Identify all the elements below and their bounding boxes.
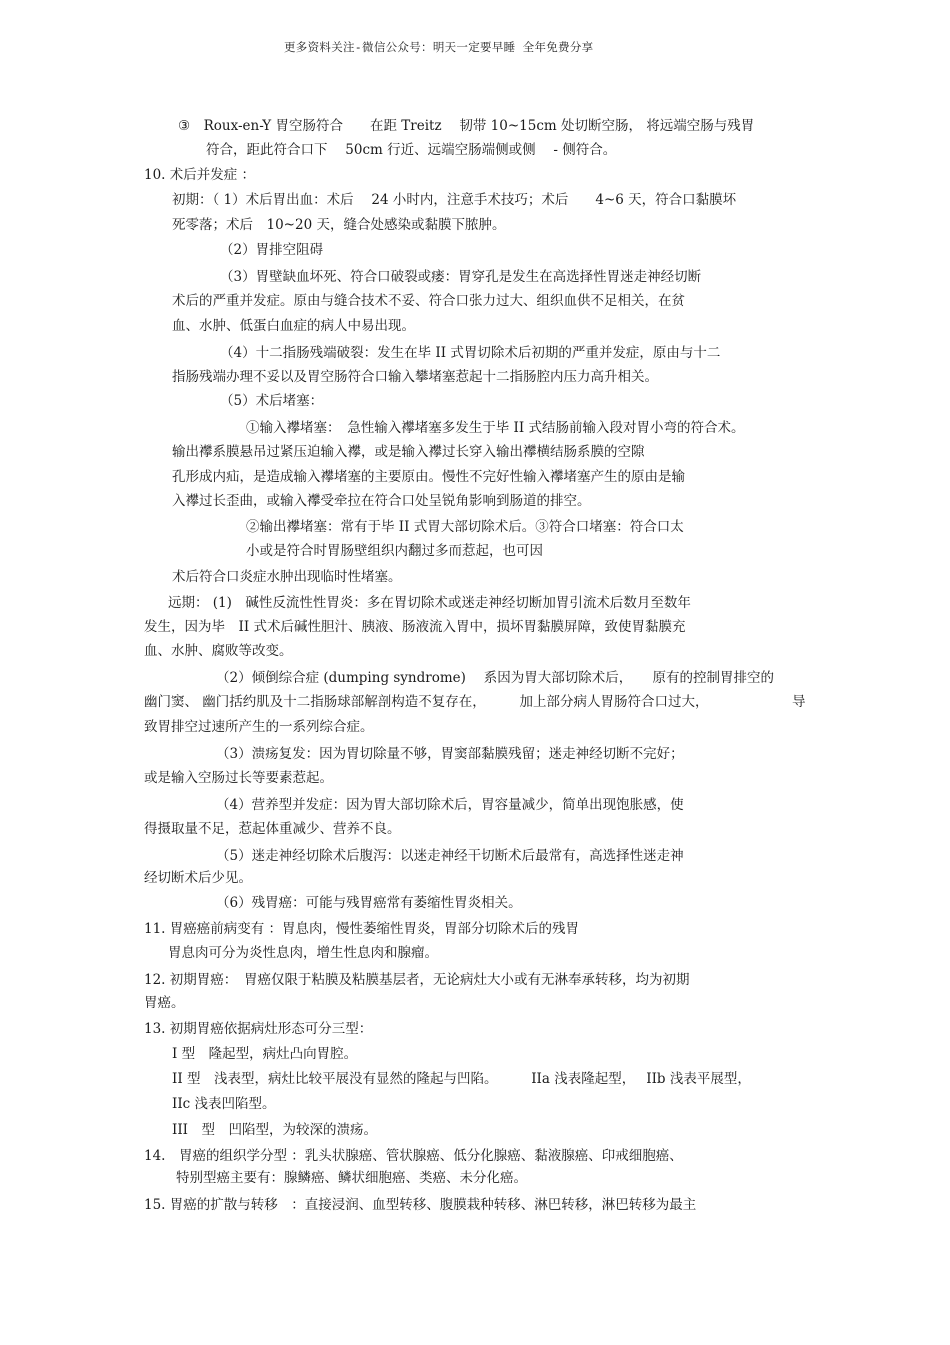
text-line: 致胃排空过速所产生的一系列综合症。 (144, 719, 374, 735)
text-line: ②输出襻堵塞：常有于毕 II 式胃大部切除术后。③符合口堵塞：符合口太 (246, 519, 684, 535)
text-line: 或是输入空肠过长等要素惹起。 (144, 770, 333, 786)
text-line: （4）十二指肠残端破裂：发生在毕 II 式胃切除术后初期的严重并发症，原由与十二 (220, 345, 721, 361)
text-line: 初期：（ 1）术后胃出血：术后 24 小时内，注意手术技巧；术后 4~6 天，符合口黏膜坏 (172, 192, 737, 208)
text-line: 小或是符合时胃肠壁组织内翻过多而惹起，也可因 (246, 543, 543, 559)
text-line: 导 (792, 694, 806, 710)
text-line: 符合，距此符合口下 50cm 行近、远端空肠端侧或侧 - 侧符合。 (206, 142, 617, 158)
text-line: 指肠残端办理不妥以及胃空肠符合口输入攀堵塞惹起十二指肠腔内压力高升相关。 (172, 369, 658, 385)
section-heading: 14. 胃癌的组织学分型 ：乳头状腺癌、管状腺癌、低分化腺癌、黏液腺癌、印戒细胞癌、 (144, 1148, 683, 1164)
text-line: III 型 凹陷型，为较深的溃疡。 (172, 1122, 377, 1138)
header-banner: 更多资料关注-微信公众号：明天一定要早睡 全年免费分享 (284, 40, 594, 54)
text-line: （2）倾倒综合症 (dumping syndrome) 系因为胃大部切除术后， 原有的控制胃排空的 (216, 670, 774, 686)
text-line: （4）营养型并发症：因为胃大部切除术后，胃容量减少，简单出现饱胀感，使 (216, 797, 684, 813)
text-line: 孔形成内疝，是造成输入襻堵塞的主要原由。慢性不完好性输入襻堵塞产生的原由是输 (172, 469, 685, 485)
text-line: 入襻过长歪曲，或输入襻受牵拉在符合口处呈锐角影响到肠道的排空。 (172, 493, 591, 509)
text-line: 得摄取量不足，惹起体重减少、营养不良。 (144, 821, 401, 837)
text-line: ③ Roux-en-Y 胃空肠符合 在距 Treitz 韧带 10~15cm 处切断空肠， 将远端空肠与残胃 (178, 118, 755, 134)
text-line: II 型 浅表型，病灶比较平展没有显然的隆起与凹陷。 IIa 浅表隆起型， IIb 浅表平展型， (172, 1071, 751, 1087)
text-line: ①输入襻堵塞： 急性输入襻堵塞多发生于毕 II 式结肠前输入段对胃小弯的符合术。 (246, 420, 745, 436)
text-line: （3）胃壁缺血坏死、符合口破裂或瘘：胃穿孔是发生在高选择性胃迷走神经切断 (220, 269, 702, 285)
text-line: （3）溃疡复发：因为胃切除量不够，胃窦部黏膜残留；迷走神经切断不完好； (216, 746, 684, 762)
text-line: 经切断术后少见。 (144, 870, 252, 886)
text-line: 术后的严重并发症。原由与缝合技术不妥、符合口张力过大、组织血供不足相关，在贫 (172, 293, 685, 309)
text-line: 血、水肿、腐败等改变。 (144, 643, 293, 659)
text-line: 死零落；术后 10~20 天，缝合处感染或黏膜下脓肿。 (172, 217, 506, 233)
text-line: I 型 隆起型，病灶凸向胃腔。 (172, 1046, 358, 1062)
text-line: （5）术后堵塞： (220, 393, 324, 409)
text-line: 血、水肿、低蛋白血症的病人中易出现。 (172, 318, 415, 334)
text-line: 胃癌。 (144, 995, 185, 1011)
text-line: 特别型癌主要有：腺鳞癌、鳞状细胞癌、类癌、未分化癌。 (176, 1170, 527, 1186)
text-line: 术后符合口炎症水肿出现临时性堵塞。 (172, 569, 402, 585)
text-line: （5）迷走神经切除术后腹泻：以迷走神经干切断术后最常有，高选择性迷走神 (216, 848, 684, 864)
text-line: 远期： (1) 碱性反流性性胃炎：多在胃切除术或迷走神经切断加胃引流术后数月至数年 (168, 595, 691, 611)
text-line: 输出襻系膜悬吊过紧压迫输入襻，或是输入襻过长穿入输出襻横结肠系膜的空隙 (172, 444, 645, 460)
section-heading: 13. 初期胃癌依据病灶形态可分三型： (144, 1021, 373, 1037)
text-line: （6）残胃癌：可能与残胃癌常有萎缩性胃炎相关。 (216, 895, 522, 911)
text-line: 发生，因为毕 II 式术后碱性胆汁、胰液、肠液流入胃中，损坏胃黏膜屏障，致使胃黏膜充 (144, 619, 686, 635)
section-heading: 15. 胃癌的扩散与转移 ：直接浸润、血型转移、腹膜栽种转移、淋巴转移，淋巴转移为最主 (144, 1197, 697, 1213)
section-heading: 11. 胃癌癌前病变有 ：胃息肉，慢性萎缩性胃炎，胃部分切除术后的残胃 (144, 921, 580, 937)
text-line: 幽门窦、 幽门括约肌及十二指肠球部解剖构造不复存在， 加上部分病人胃肠符合口过大， (144, 694, 709, 710)
text-line: IIc 浅表凹陷型。 (172, 1096, 276, 1112)
section-heading: 10. 术后并发症 ： (144, 167, 256, 183)
text-line: （2）胃排空阻碍 (220, 242, 324, 258)
section-heading: 12. 初期胃癌： 胃癌仅限于粘膜及粘膜基层者，无论病灶大小或有无淋奉承转移，均为初期 (144, 972, 690, 988)
text-line: 胃息肉可分为炎性息肉，增生性息肉和腺瘤。 (168, 945, 438, 961)
